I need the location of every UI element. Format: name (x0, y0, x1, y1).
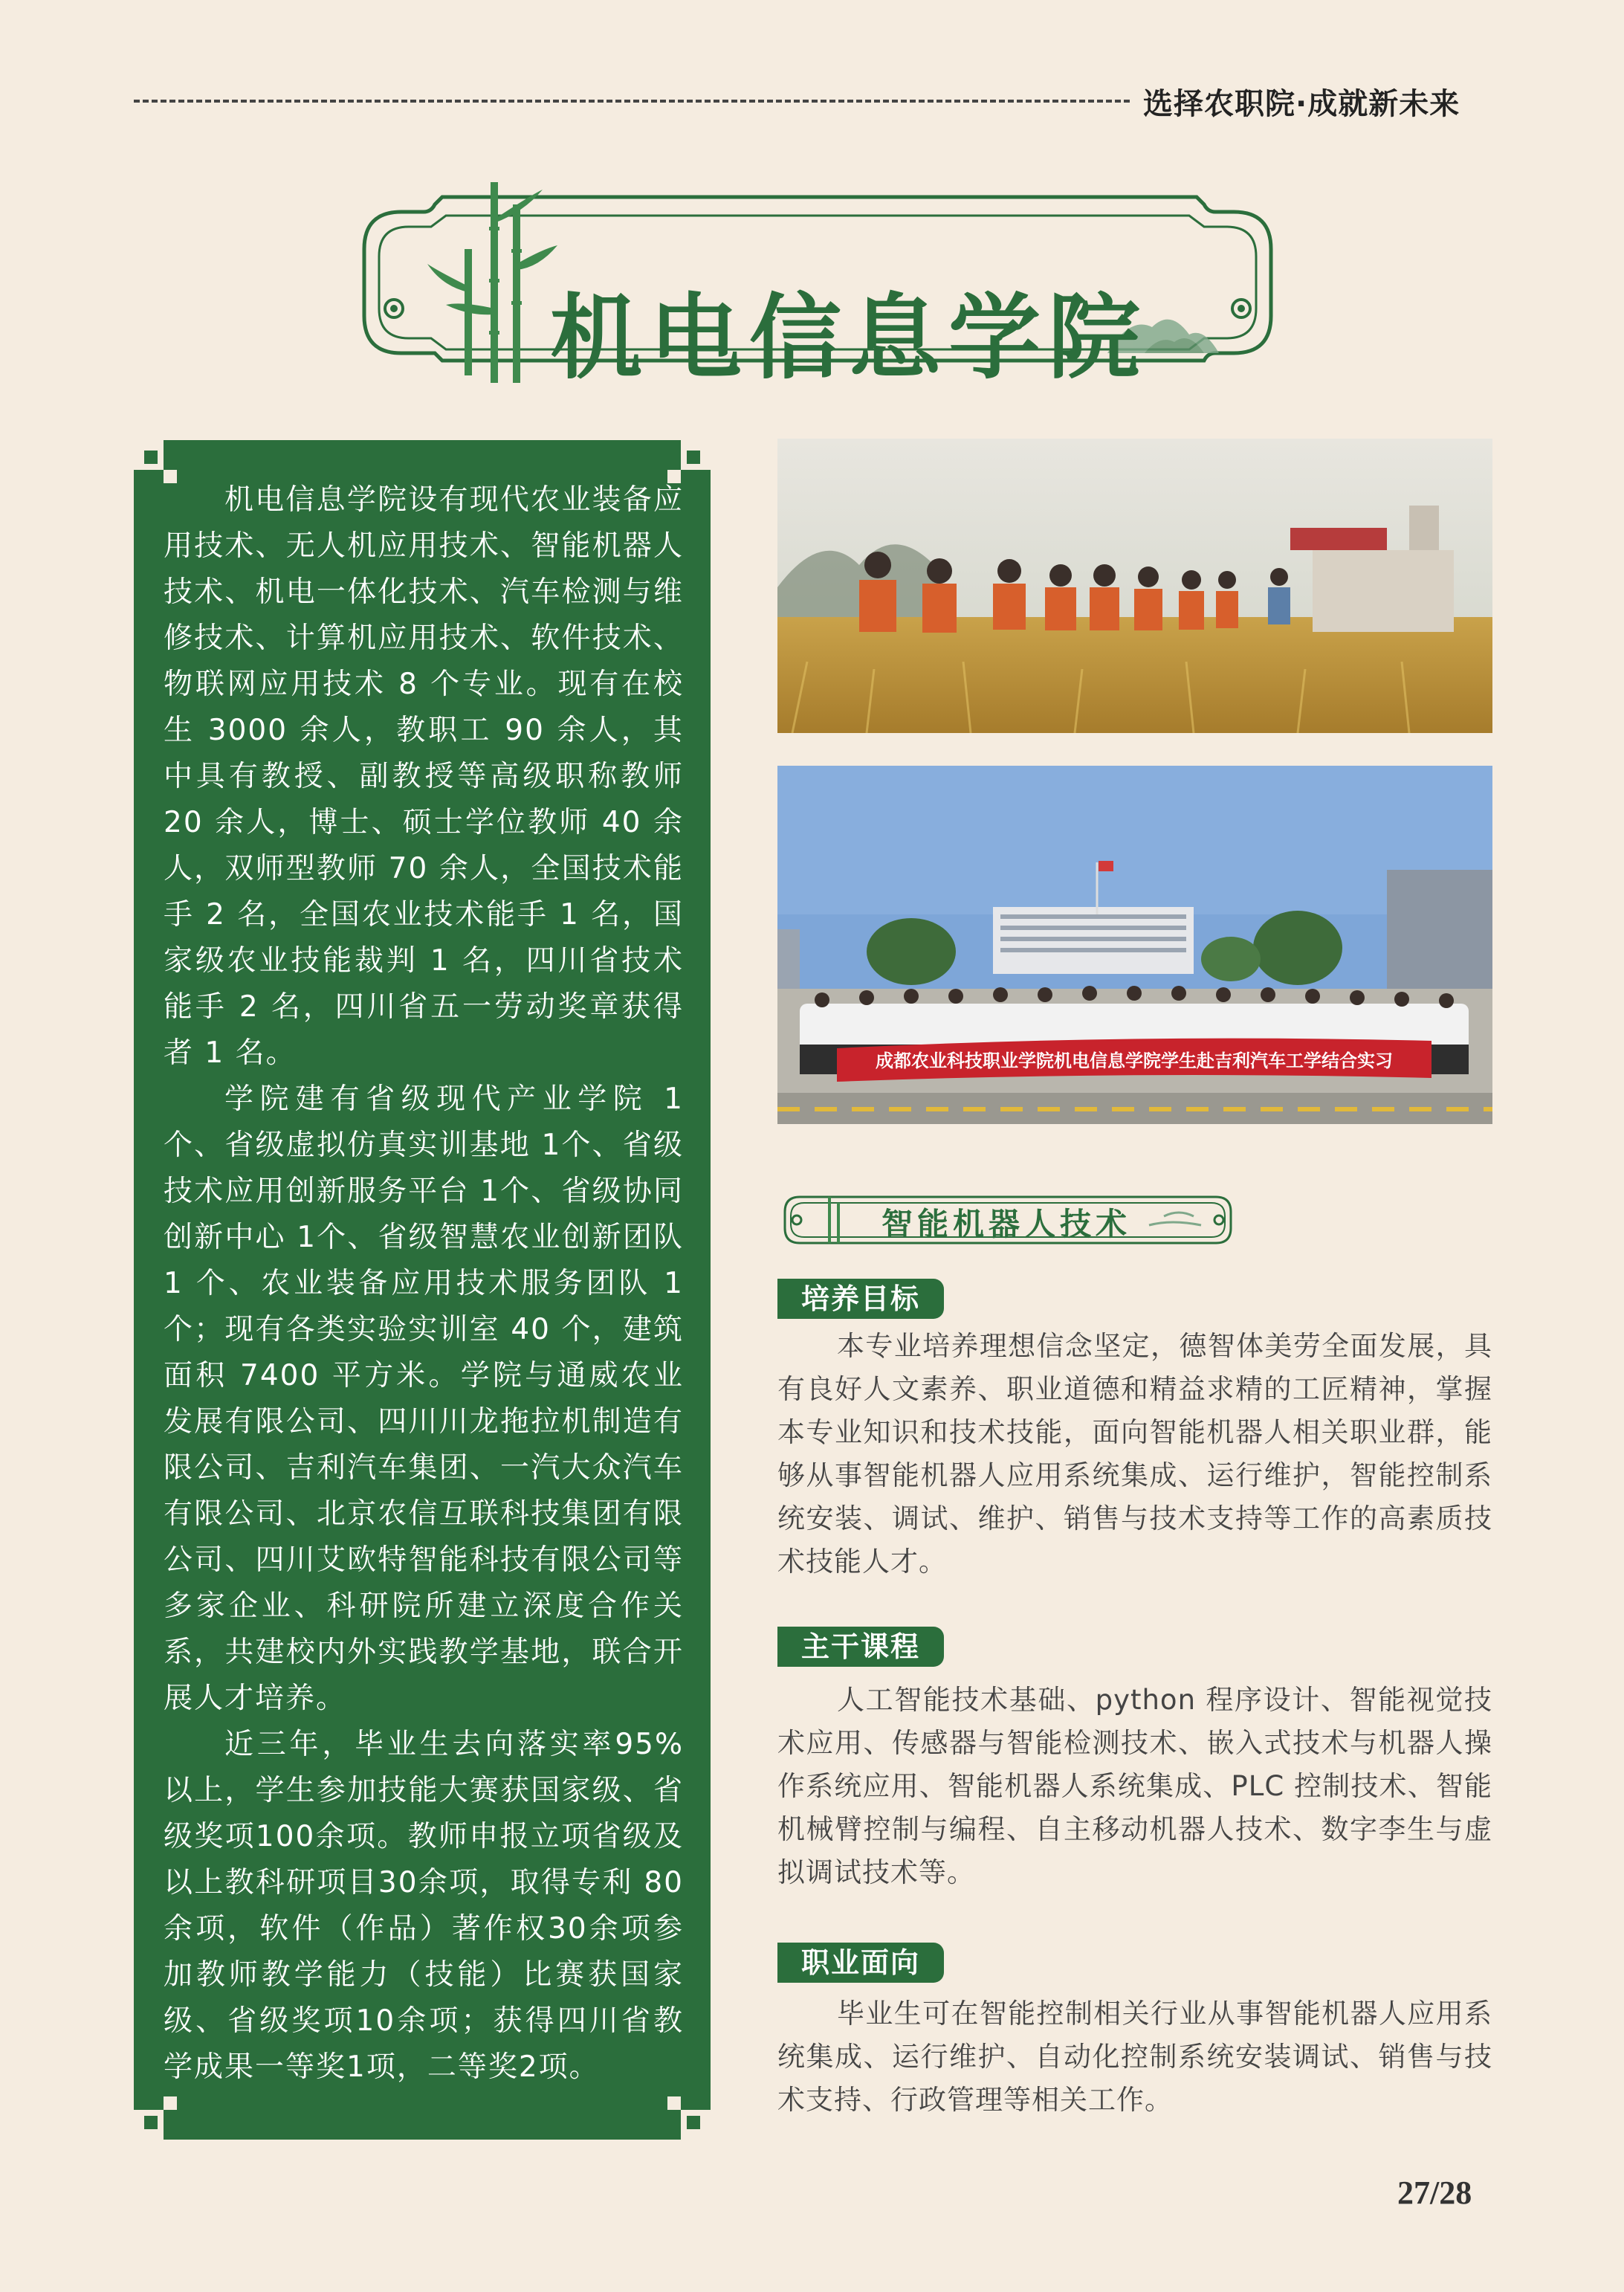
intro-text (164, 477, 684, 2091)
page-title: 机电信息学院 (550, 284, 1148, 392)
title-banner (357, 175, 1278, 390)
section-paragraph: 本专业培养理想信念坚定，德智体美劳全面发展，具有良好人文素养、职业道德和精益求精的工匠精神，掌握本专业知识和技术技能，面向智能机器人相关职业群，能够从事智能机器人应用系统集成、运行维护，智能控制系统安装、调试、维护、销售与技术支持等工作的高素质技术技能人才。 (777, 1330, 1492, 1578)
bamboo-icon (829, 1197, 838, 1243)
major-title: 智能机器人技术 (881, 1206, 1132, 1242)
intro-paragraph: 近三年，毕业生去向落实率95%以上，学生参加技能大赛获国家级、省级奖项100余项。教师申报立项省级及以上教科研项目30余项，取得专利 80余项，软件（作品）著作权30余项参加教师教学能力（技能）比赛获国家级、省级奖项10余项；获得四川省教学成果一等奖1项，二等奖2项。 (164, 1728, 684, 2084)
section-paragraph: 人工智能技术基础、python 程序设计、智能视觉技术应用、传感器与智能检测技术、嵌入式技术与机器人操作系统应用、智能机器人系统集成、PLC 控制技术、智能机械臂控制与编程、自主移动机器人技术、数字李生与虚拟调试技术等。 (777, 1684, 1492, 1888)
tag-training-goal: 培养目标 (777, 1279, 944, 1319)
page-number: 27/28 (1397, 2175, 1472, 2211)
section-paragraph: 毕业生可在智能控制相关行业从事智能机器人应用系统集成、运行维护、自动化控制系统安装调试、销售与技术支持、行政管理等相关工作。 (777, 1998, 1492, 2116)
core-courses-text (777, 1679, 1492, 1894)
photo-rice-field (777, 439, 1492, 733)
career-direction-text (777, 1992, 1492, 2122)
intro-paragraph: 机电信息学院设有现代农业装备应用技术、无人机应用技术、智能机器人技术、机电一体化技术、汽车检测与维修技术、计算机应用技术、软件技术、物联网应用技术 8 个专业。现有在校生 3000 余人，教职工 90 余人，其中具有教授、副教授等高级职称教师 20 余人，博士、硕士学位教师 40 余人，双师型教师 70 余人，全国技术能手 2 名，全国农业技术能手 1 名，国家级农业技能裁判 1 名，四川省技术能手 2 名，四川省五一劳动奖章获得者 1 名。 (164, 483, 684, 1070)
tag-core-courses: 主干课程 (777, 1627, 944, 1667)
photo-group-internship (777, 766, 1492, 1124)
tag-career-direction: 职业面向 (777, 1943, 944, 1983)
cloud-icon (1149, 1213, 1201, 1225)
intro-paragraph: 学院建有省级现代产业学院 1 个、省级虚拟仿真实训基地 1个、省级技术应用创新服务平台 1个、省级协同创新中心 1个、省级智慧农业创新团队 1 个、农业装备应用技术服务团队 1 个；现有各类实验实训室 40 个，建筑面积 7400 平方米。学院与通威农业发展有限公司、四川川龙拖拉机制造有限公司、吉利汽车集团、一汽大众汽车有限公司、北京农信互联科技集团有限公司、四川艾欧特智能科技有限公司等多家企业、科研院所建立深度合作关系，共建校内外实践教学基地，联合开展人才培养。 (164, 1082, 684, 1715)
intro-panel (134, 440, 711, 2140)
header-dashed-line (134, 100, 1130, 103)
header-slogan: 选择农职院·成就新未来 (1143, 87, 1460, 121)
major-banner (777, 1189, 1238, 1250)
photo-banner-text: 成都农业科技职业学院机电信息学院学生赴吉利汽车工学结合实习 (876, 1050, 1393, 1071)
training-goal-text (777, 1325, 1492, 1584)
